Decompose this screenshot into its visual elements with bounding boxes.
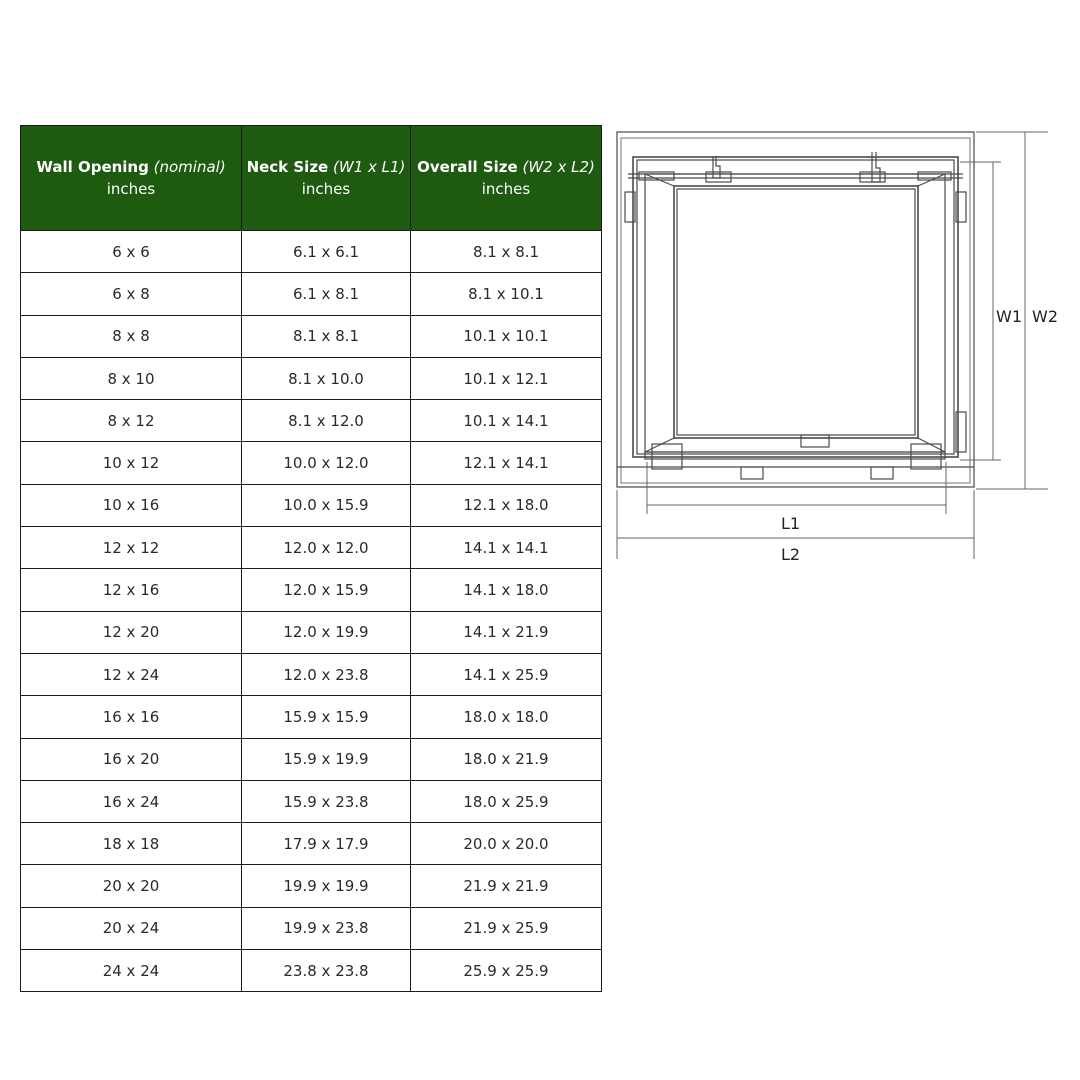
- wall-opening-cell: 12 x 16: [21, 569, 242, 611]
- frame-inner-outline: [637, 160, 954, 454]
- neck-size-cell: 19.9 x 19.9: [242, 865, 411, 907]
- table-row: [21, 315, 602, 357]
- neck-size-cell: 15.9 x 23.8: [242, 780, 411, 822]
- overall-size-cell: 14.1 x 18.0: [411, 569, 602, 611]
- opening-outline: [674, 186, 918, 438]
- overall-size-cell: 18.0 x 18.0: [411, 696, 602, 738]
- header-title: Overall Size: [417, 158, 518, 176]
- overall-size-cell: 21.9 x 21.9: [411, 865, 602, 907]
- wall-opening-cell: 16 x 20: [21, 738, 242, 780]
- wall-opening-cell: 12 x 20: [21, 611, 242, 653]
- wall-opening-cell: 12 x 24: [21, 653, 242, 695]
- overall-size-cell: 8.1 x 8.1: [411, 231, 602, 273]
- l1-label: L1: [781, 514, 801, 533]
- opening-inner-outline: [677, 189, 915, 435]
- wall-opening-cell: 6 x 8: [21, 273, 242, 315]
- overall-size-cell: 10.1 x 14.1: [411, 400, 602, 442]
- l2-label: L2: [781, 545, 801, 564]
- table-row: [21, 780, 602, 822]
- header-unit: inches: [301, 180, 351, 198]
- bevel-line: [645, 438, 674, 452]
- overall-size-cell: 12.1 x 14.1: [411, 442, 602, 484]
- wall-opening-cell: 18 x 18: [21, 823, 242, 865]
- neck-size-cell: 12.0 x 19.9: [242, 611, 411, 653]
- neck-size-cell: 15.9 x 15.9: [242, 696, 411, 738]
- overall-size-cell: 10.1 x 10.1: [411, 315, 602, 357]
- overall-size-cell: 14.1 x 25.9: [411, 653, 602, 695]
- header-unit: inches: [106, 180, 156, 198]
- table-row: [21, 484, 602, 526]
- overall-size-cell: 14.1 x 14.1: [411, 527, 602, 569]
- neck-size-cell: 23.8 x 23.8: [242, 950, 411, 992]
- wall-opening-cell: 20 x 24: [21, 907, 242, 949]
- neck-size-cell: 15.9 x 19.9: [242, 738, 411, 780]
- neck-size-cell: 10.0 x 12.0: [242, 442, 411, 484]
- bottom-rail: [645, 452, 945, 459]
- wall-opening-cell: 8 x 8: [21, 315, 242, 357]
- header-title: Neck Size: [246, 158, 329, 176]
- wall-opening-cell: 10 x 16: [21, 484, 242, 526]
- wall-opening-cell: 8 x 10: [21, 357, 242, 399]
- neck-size-cell: 8.1 x 8.1: [242, 315, 411, 357]
- bottom-tab: [741, 467, 763, 479]
- overall-size-cell: 20.0 x 20.0: [411, 823, 602, 865]
- w2-label: W2: [1032, 307, 1058, 326]
- header-overall-size: [411, 126, 602, 231]
- wall-opening-cell: 6 x 6: [21, 231, 242, 273]
- table-row: [21, 357, 602, 399]
- wall-opening-cell: 10 x 12: [21, 442, 242, 484]
- table-row: [21, 823, 602, 865]
- header-wall-opening: [21, 126, 242, 231]
- table-row: [21, 738, 602, 780]
- table-row: [21, 400, 602, 442]
- header-subtitle: (W1 x L1): [333, 158, 406, 176]
- neck-size-cell: 6.1 x 8.1: [242, 273, 411, 315]
- neck-outline: [645, 174, 945, 452]
- neck-size-cell: 12.0 x 15.9: [242, 569, 411, 611]
- overall-size-cell: 18.0 x 21.9: [411, 738, 602, 780]
- overall-size-cell: 21.9 x 25.9: [411, 907, 602, 949]
- overall-size-cell: 8.1 x 10.1: [411, 273, 602, 315]
- header-neck-size: [242, 126, 411, 231]
- neck-size-cell: 19.9 x 23.8: [242, 907, 411, 949]
- header-title: Wall Opening: [36, 158, 149, 176]
- table-row: [21, 442, 602, 484]
- table-row: [21, 611, 602, 653]
- wall-opening-cell: 16 x 16: [21, 696, 242, 738]
- w1-label: W1: [996, 307, 1022, 326]
- header-subtitle: (W2 x L2): [522, 158, 595, 176]
- overall-size-cell: 18.0 x 25.9: [411, 780, 602, 822]
- neck-size-cell: 8.1 x 10.0: [242, 357, 411, 399]
- neck-size-cell: 10.0 x 15.9: [242, 484, 411, 526]
- bottom-tab: [801, 435, 829, 447]
- overall-size-cell: 12.1 x 18.0: [411, 484, 602, 526]
- table-row: [21, 273, 602, 315]
- table-row: [21, 231, 602, 273]
- table-row: [21, 569, 602, 611]
- frame-outline: [633, 157, 958, 457]
- neck-size-cell: 17.9 x 17.9: [242, 823, 411, 865]
- wall-opening-cell: 16 x 24: [21, 780, 242, 822]
- table-row: [21, 907, 602, 949]
- neck-size-cell: 6.1 x 6.1: [242, 231, 411, 273]
- header-unit: inches: [481, 180, 531, 198]
- wall-opening-cell: 8 x 12: [21, 400, 242, 442]
- neck-size-cell: 12.0 x 12.0: [242, 527, 411, 569]
- table-header-row: [21, 126, 602, 231]
- neck-size-cell: 12.0 x 23.8: [242, 653, 411, 695]
- header-subtitle: (nominal): [153, 158, 226, 176]
- top-left-clip: [713, 156, 720, 178]
- table-body: [21, 231, 602, 992]
- table-row: [21, 865, 602, 907]
- overall-size-cell: 14.1 x 21.9: [411, 611, 602, 653]
- register-dimension-diagram: [608, 122, 1058, 572]
- table-row: [21, 950, 602, 992]
- size-table: [20, 125, 602, 992]
- wall-opening-cell: 24 x 24: [21, 950, 242, 992]
- table-row: [21, 696, 602, 738]
- neck-size-cell: 8.1 x 12.0: [242, 400, 411, 442]
- bottom-tab: [871, 467, 893, 479]
- table-row: [21, 527, 602, 569]
- wall-opening-cell: 12 x 12: [21, 527, 242, 569]
- table-row: [21, 653, 602, 695]
- overall-size-cell: 10.1 x 12.1: [411, 357, 602, 399]
- wall-opening-cell: 20 x 20: [21, 865, 242, 907]
- overall-size-cell: 25.9 x 25.9: [411, 950, 602, 992]
